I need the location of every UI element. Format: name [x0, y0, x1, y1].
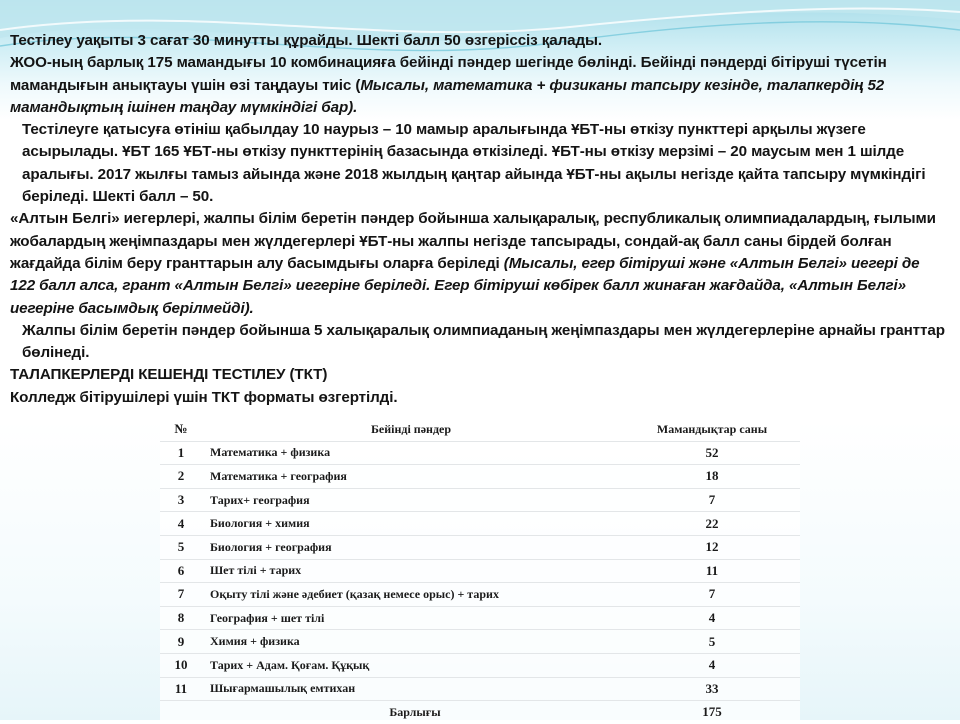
specialties-table-wrapper	[160, 418, 800, 724]
paragraph-altyn-belgi-example: (Мысалы, егер бітіруші және «Алтын Белгі» иегері де 122 балл алса, грант «Алтын Белгі» иегеріне беріледі. Егер бітіруші көбірек балл жинаған жағдайда, «Алтын Белгі» иегеріне басымдық берілмейді).	[10, 254, 920, 317]
row-count: 7	[624, 488, 800, 512]
row-count: 4	[624, 606, 800, 630]
row-num: 8	[160, 606, 202, 630]
header-num: №	[160, 418, 202, 441]
row-count: 11	[624, 559, 800, 583]
paragraph-specialties-example: Мысалы, математика + физиканы тапсыру кезінде, талапкердің 52 мамандықтың ішінен таңдау мүмкіндігі бар).	[10, 76, 885, 116]
row-num: 3	[160, 488, 202, 512]
row-count: 5	[624, 630, 800, 654]
paragraph-olympiad-grants: Жалпы білім беретін пәндер бойынша 5 халықаралық олимпиаданың жеңімпаздары мен жүлдегерлеріне арнайы гранттар бөлінеді.	[22, 321, 945, 362]
row-count: 4	[624, 653, 800, 677]
table-row	[160, 606, 800, 630]
paragraph-altyn-belgi-main: «Алтын Белгі» иегерлері, жалпы білім беретін пәндер бойынша халықаралық, республикалық олимпиадалардың, ғылыми жобалардың жеңімпаздары мен жүлдегерлері ҰБТ-ны жалпы негізде тапсырады, сондай-ақ балл саны бірдей болған жағдайда білім беру гранттарын алу басымдығы оларға беріледі	[10, 210, 936, 272]
row-count: 33	[624, 677, 800, 701]
total-label: Барлығы	[389, 704, 441, 719]
row-count: 52	[624, 441, 800, 465]
row-subjects: Шығармашылық емтихан	[202, 677, 624, 701]
paragraph-specialties-main: ЖОО-ның барлық 175 мамандығы 10 комбинацияға бейінді пәндер шегінде бөлінді. Бейінді пәндерді бітіруші түсетін мамандығын анықтауы үшін өзі таңдауы тиіс (	[10, 54, 887, 94]
row-num: 1	[160, 441, 202, 465]
row-num: 6	[160, 559, 202, 583]
total-count: 175	[702, 704, 722, 720]
row-count: 7	[624, 583, 800, 607]
specialties-table	[160, 418, 800, 724]
row-count: 12	[624, 535, 800, 559]
table-row	[160, 583, 800, 607]
row-num: 2	[160, 465, 202, 489]
table-row	[160, 559, 800, 583]
section-heading-ktt: ТАЛАПКЕРЛЕРДІ КЕШЕНДІ ТЕСТІЛЕУ (ТКТ)	[10, 366, 328, 384]
paragraph-college-format: Колледж бітірушілері үшін ТКТ форматы өзгертілді.	[10, 388, 398, 406]
paragraph-altyn-belgi	[10, 208, 945, 319]
row-subjects: Оқыту тілі және әдебиет (қазақ немесе орыс) + тарих	[202, 583, 624, 607]
row-subjects: Химия + физика	[202, 630, 624, 654]
row-num: 10	[160, 653, 202, 677]
row-subjects: Биология + география	[202, 535, 624, 559]
row-subjects: Математика + физика	[202, 441, 624, 465]
row-num: 4	[160, 512, 202, 536]
table-total-row	[160, 701, 800, 724]
total-empty-cell	[160, 701, 202, 724]
row-subjects: География + шет тілі	[202, 606, 624, 630]
table-row	[160, 630, 800, 654]
table-row	[160, 512, 800, 536]
table-row	[160, 441, 800, 465]
table-row	[160, 535, 800, 559]
row-num: 5	[160, 535, 202, 559]
paragraph-application-dates: Тестілеуге қатысуға өтініш қабылдау 10 наурыз – 10 мамыр аралығында ҰБТ-ны өткізу пункттері арқылы жүзеге асырылады. ҰБТ 165 ҰБТ-ны өткізу пункттерінің базасында өткізіледі. ҰБТ-ны өткізу мерзімі – 20 маусым мен 1 шілде аралығы. 2017 жылғы тамыз айында және 2018 жылдың қаңтар айында ҰБТ-ны ақылы негізде қайта тапсыру мүмкіндігі беріледі. Шекті балл – 50.	[22, 121, 926, 206]
row-count: 22	[624, 512, 800, 536]
row-num: 7	[160, 583, 202, 607]
table-row	[160, 653, 800, 677]
row-subjects: Математика + география	[202, 465, 624, 489]
row-subjects: Тарих+ география	[202, 488, 624, 512]
row-count: 18	[624, 465, 800, 489]
table-row	[160, 465, 800, 489]
table-row	[160, 677, 800, 701]
row-num: 9	[160, 630, 202, 654]
paragraph-specialties	[10, 52, 945, 119]
header-count: Мамандықтар саны	[624, 418, 800, 441]
row-subjects: Тарих + Адам. Қоғам. Құқық	[202, 653, 624, 677]
header-subjects: Бейінді пәндер	[202, 418, 624, 441]
table-header-row	[160, 418, 800, 441]
text-body	[10, 30, 945, 409]
row-num: 11	[160, 677, 202, 701]
row-subjects: Шет тілі + тарих	[202, 559, 624, 583]
row-subjects: Биология + химия	[202, 512, 624, 536]
table-row	[160, 488, 800, 512]
paragraph-test-duration: Тестілеу уақыты 3 сағат 30 минутты құрайды. Шекті балл 50 өзгеріссіз қалады.	[10, 32, 603, 49]
